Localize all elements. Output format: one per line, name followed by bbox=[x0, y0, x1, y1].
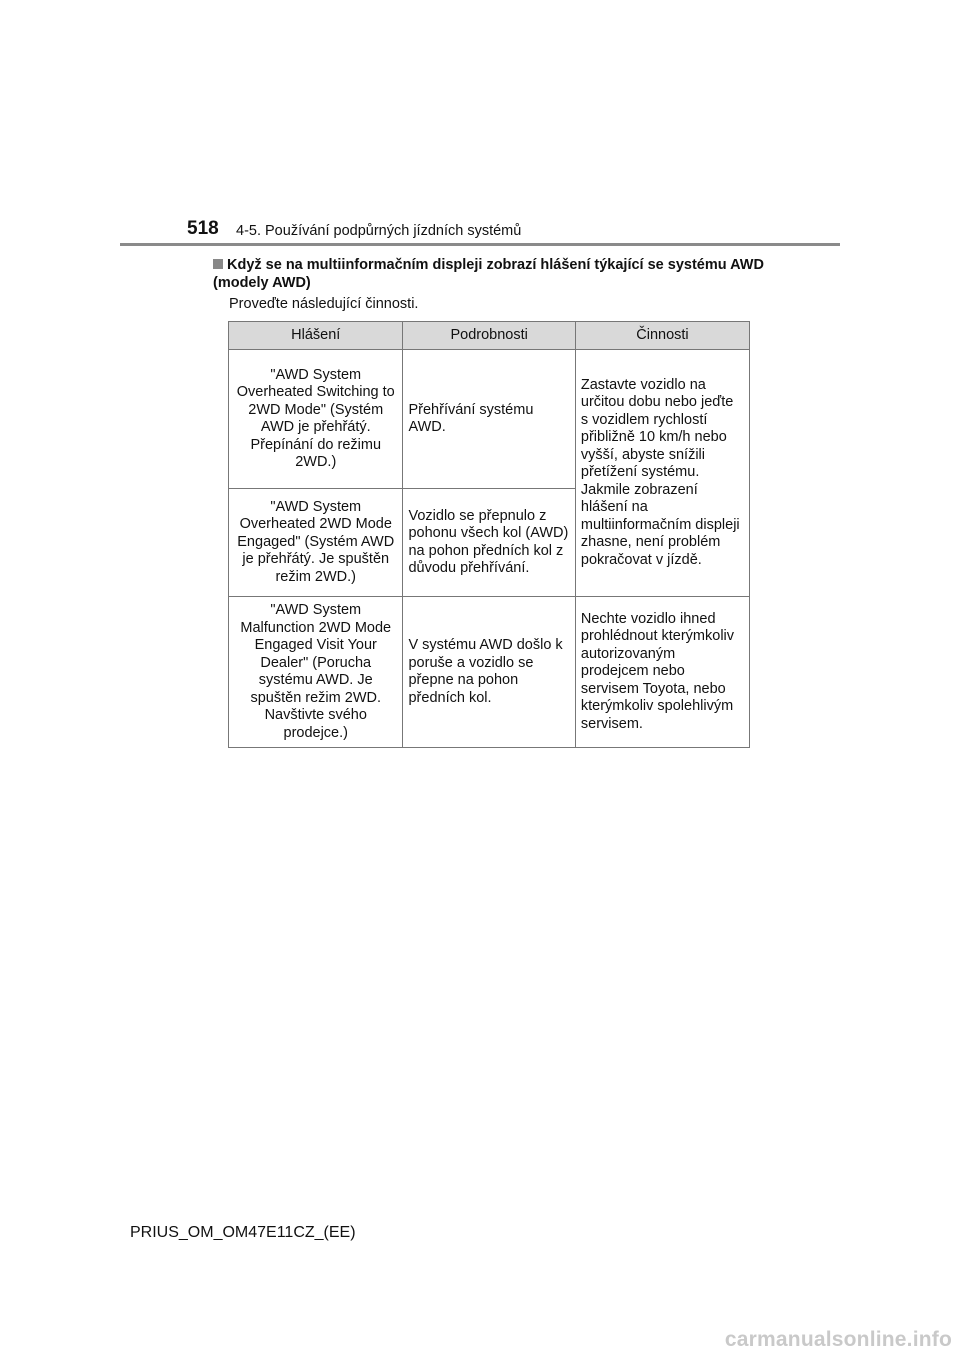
action-cell: Nechte vozidlo ihned prohlédnout kterýmkoliv autorizovaným prodejcem nebo servisem Toyota, nebo kterýmkoliv spolehlivým servisem. bbox=[575, 597, 749, 748]
message-cell: "AWD System Overheated 2WD Mode Engaged" (Systém AWD je přehřátý. Je spuštěn režim 2WD.) bbox=[229, 489, 403, 597]
column-header-actions: Činnosti bbox=[575, 322, 749, 350]
details-cell: V systému AWD došlo k poruše a vozidlo se přepne na pohon předních kol. bbox=[403, 597, 575, 748]
watermark: carmanualsonline.info bbox=[724, 1328, 952, 1351]
table-header-row bbox=[229, 322, 750, 350]
details-cell: Vozidlo se přepnulo z pohonu všech kol (AWD) na pohon předních kol z důvodu přehřívání. bbox=[403, 489, 575, 597]
table-row bbox=[229, 597, 750, 748]
section-title: 4-5. Používání podpůrných jízdních systémů bbox=[236, 223, 522, 239]
header-divider bbox=[120, 243, 840, 246]
square-bullet-icon bbox=[213, 259, 223, 269]
page-number: 518 bbox=[187, 218, 219, 239]
intro-text: Proveďte následující činnosti. bbox=[229, 296, 419, 312]
column-header-message: Hlášení bbox=[229, 322, 403, 350]
subsection-heading-text: Když se na multiinformačním displeji zobrazí hlášení týkající se systému AWD (modely AWD) bbox=[213, 257, 764, 291]
table-row bbox=[229, 350, 750, 489]
subsection-heading bbox=[213, 256, 773, 292]
column-header-details: Podrobnosti bbox=[403, 322, 575, 350]
awd-message-table bbox=[228, 321, 750, 748]
message-cell: "AWD System Overheated Switching to 2WD Mode" (Systém AWD je přehřátý. Přepínání do režimu 2WD.) bbox=[229, 350, 403, 489]
document-code: PRIUS_OM_OM47E11CZ_(EE) bbox=[130, 1224, 356, 1241]
action-cell: Zastavte vozidlo na určitou dobu nebo jeďte s vozidlem rychlostí přibližně 10 km/h nebo vyšší, abyste snížili přetížení systému. Jakmile zobrazení hlášení na multiinformačním displeji zhasne, není problém pokračovat v jízdě. bbox=[575, 350, 749, 597]
message-cell: "AWD System Malfunction 2WD Mode Engaged Visit Your Dealer" (Porucha systému AWD. Je spuštěn režim 2WD. Navštivte svého prodejce.) bbox=[229, 597, 403, 748]
details-cell: Přehřívání systému AWD. bbox=[403, 350, 575, 489]
